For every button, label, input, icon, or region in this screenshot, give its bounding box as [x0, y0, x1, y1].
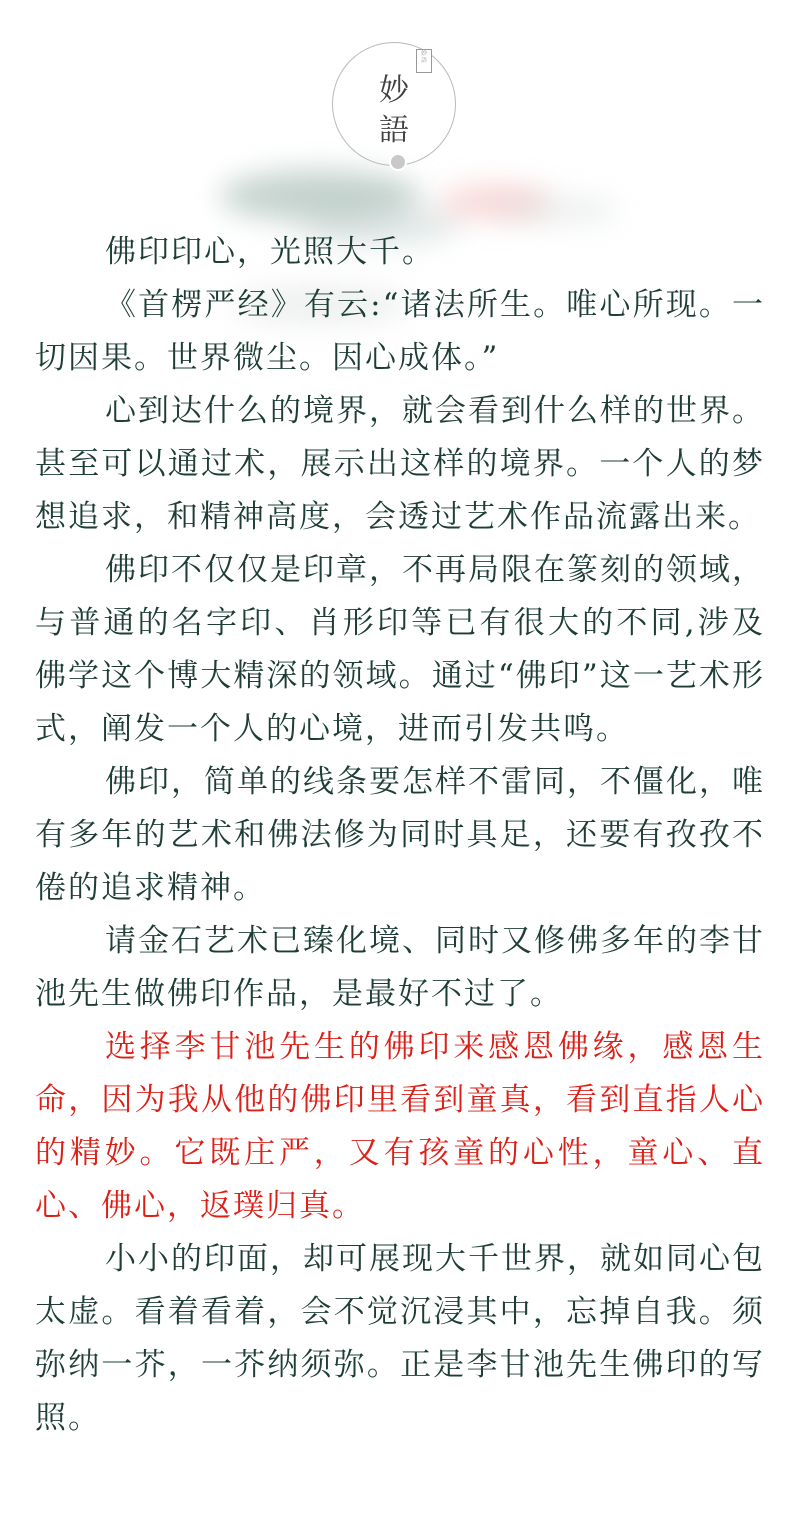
paragraph: 佛印，简单的线条要怎样不雷同，不僵化，唯有多年的艺术和佛法修为同时具足，还要有孜孜不倦的追求精神。 [35, 764, 765, 906]
article-body [35, 226, 765, 1445]
section-title-line-2: 語 [379, 113, 411, 148]
paragraph: 佛印不仅仅是印章，不再局限在篆刻的领域，与普通的名字印、肖形印等已有很大的不同,涉及佛学这个博大精深的领域。通过“佛印”这一艺术形式，阐发一个人的心境，进而引发共鸣。 [35, 552, 765, 747]
section-title-line-1: 妙 [379, 73, 411, 108]
ink-mist-cloud [500, 195, 620, 225]
section-title-badge [332, 42, 456, 166]
paragraph: 心到达什么的境界，就会看到什么样的世界。甚至可以通过术，展示出这样的境界。一个人的梦想追求，和精神高度，会透过艺术作品流露出来。 [35, 393, 765, 535]
paragraph: 小小的印面，却可展现大千世界，就如同心包太虚。看着看着，会不觉沉浸其中，忘掉自我。须弥纳一芥，一芥纳须弥。正是李甘池先生佛印的写照。 [35, 1241, 765, 1436]
paragraph: 《首楞严经》有云:“诸法所生。唯心所现。一切因果。世界微尘。因心成体。” [35, 287, 765, 376]
section-title [333, 71, 457, 151]
knot-ornament-icon [389, 153, 407, 171]
seal-stamp-icon: 妙 語 [416, 49, 432, 73]
paragraph: 请金石艺术已臻化境、同时又修佛多年的李甘池先生做佛印作品，是最好不过了。 [35, 923, 765, 1012]
header-ornament [0, 0, 790, 240]
paragraph: 佛印印心，光照大千。 [105, 234, 435, 270]
highlighted-paragraph: 选择李甘池先生的佛印来感恩佛缘，感恩生命，因为我从他的佛印里看到童真，看到直指人心的精妙。它既庄严，又有孩童的心性，童心、直心、佛心，返璞归真。 [35, 1029, 765, 1224]
